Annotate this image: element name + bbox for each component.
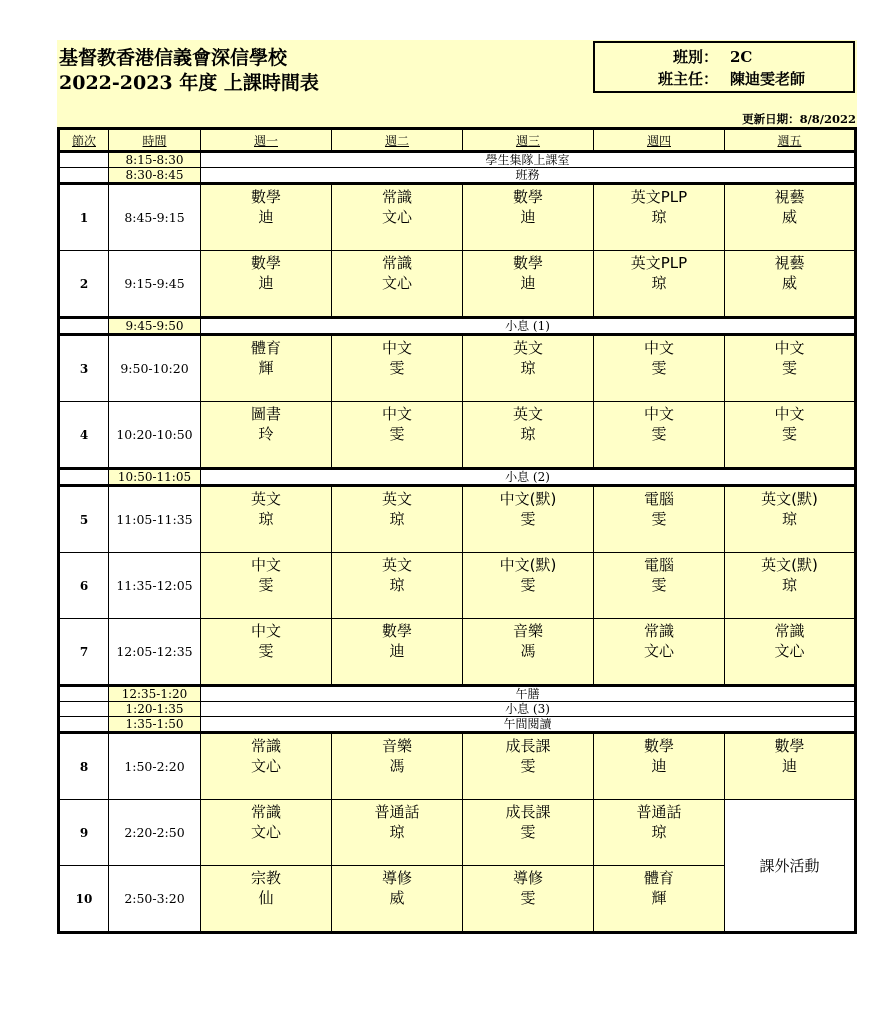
teacher: 雯 [258,642,274,660]
lesson-cell [201,251,332,318]
subject: 普通話 [374,803,420,821]
period-row [59,733,856,800]
subject: 中文 [381,339,412,357]
school-name: 基督教香港信義會深信學校 [59,47,288,69]
subject: 電腦 [643,556,674,574]
period-number: 8 [59,733,109,800]
subject: 英文(默) [761,490,818,508]
teacher: 輝 [651,889,667,907]
lesson-cell [594,402,725,469]
period-cell [59,686,109,702]
lesson-cell [463,335,594,402]
teacher: 琼 [781,576,797,594]
lesson-cell [725,402,856,469]
teacher-row [595,68,853,90]
subject: 音樂 [381,737,412,755]
teacher: 琼 [389,823,405,841]
teacher: 仙 [258,889,274,907]
period-number: 9 [59,800,109,866]
subject: 導修 [512,869,543,887]
subject: 英文PLP [630,254,688,272]
time-cell: 1:35-1:50 [109,717,201,733]
lesson-cell [725,553,856,619]
teacher: 琼 [651,274,667,292]
teacher: 雯 [651,576,667,594]
lesson-cell [201,866,332,933]
teacher: 琼 [520,425,536,443]
teacher: 雯 [258,576,274,594]
period-cell [59,318,109,335]
lesson-cell [594,553,725,619]
lesson-cell [463,619,594,686]
teacher: 迪 [258,208,274,226]
subject: 常識 [250,803,281,821]
subject: 中文 [643,339,674,357]
period-time: 2:20-2:50 [109,800,201,866]
teacher: 文心 [381,208,412,226]
lesson-cell [594,486,725,553]
teacher: 雯 [520,823,536,841]
lesson-cell [201,486,332,553]
lunch-cell: 午膳 [201,686,856,702]
period-time: 2:50-3:20 [109,866,201,933]
timetable-title: 2022-2023 年度 上課時間表 [59,72,319,94]
subject: 中文 [381,405,412,423]
teacher: 琼 [258,510,274,528]
teacher: 雯 [520,510,536,528]
lesson-cell [725,733,856,800]
time-cell: 8:15-8:30 [109,152,201,168]
lesson-cell [463,866,594,933]
teacher: 文心 [250,757,281,775]
subject: 視藝 [774,254,805,272]
teacher: 輝 [258,359,274,377]
assembly-cell: 學生集隊上課室 [201,152,856,168]
subject: 數學 [250,254,281,272]
period-number: 1 [59,184,109,251]
column-header-time: 時間 [109,129,201,152]
subject: 成長課 [505,803,551,821]
time-cell: 10:50-11:05 [109,469,201,486]
subject: 英文(默) [761,556,818,574]
lesson-cell [201,619,332,686]
lesson-cell [332,251,463,318]
teacher: 雯 [651,425,667,443]
subject: 常識 [774,622,805,640]
lesson-cell [201,335,332,402]
subject: 數學 [250,188,281,206]
teacher: 威 [389,889,405,907]
teacher: 迪 [520,274,536,292]
subject: 常識 [381,188,412,206]
column-header-tue: 週二 [332,129,463,152]
recess-row [59,469,856,486]
period-row [59,184,856,251]
subject: 普通話 [636,803,682,821]
period-cell [59,469,109,486]
period-number: 5 [59,486,109,553]
teacher: 琼 [781,510,797,528]
subject: 英文 [381,556,412,574]
period-time: 12:05-12:35 [109,619,201,686]
teacher: 迪 [389,642,405,660]
subject: 數學 [774,737,805,755]
period-cell [59,152,109,168]
subject: 英文 [512,405,543,423]
lesson-cell [463,184,594,251]
teacher: 琼 [651,208,667,226]
period-row [59,335,856,402]
period-number: 10 [59,866,109,933]
lesson-cell [725,486,856,553]
lesson-cell [332,402,463,469]
period-time: 10:20-10:50 [109,402,201,469]
period-time: 1:50-2:20 [109,733,201,800]
class-teacher-value: 陳迪雯老師 [730,70,806,88]
period-number: 3 [59,335,109,402]
header-row [59,129,856,152]
subject: 中文(默) [499,490,557,508]
column-header-fri: 週五 [725,129,856,152]
period-time: 11:05-11:35 [109,486,201,553]
subject: 數學 [512,254,543,272]
lesson-cell [594,619,725,686]
lesson-cell [463,402,594,469]
subject: 常識 [381,254,412,272]
reading-row [59,717,856,733]
column-header-wed: 週三 [463,129,594,152]
period-row [59,800,856,866]
teacher: 威 [781,274,797,292]
lesson-cell [725,619,856,686]
period-cell [59,168,109,184]
teacher: 雯 [389,359,405,377]
lesson-cell [594,800,725,866]
subject: 數學 [512,188,543,206]
teacher: 雯 [520,757,536,775]
teacher: 琼 [651,823,667,841]
teacher: 迪 [781,757,797,775]
lesson-cell [332,553,463,619]
lunch-row [59,686,856,702]
subject: 宗教 [250,869,281,887]
period-row [59,402,856,469]
recess-row [59,702,856,717]
subject: 中文 [774,339,805,357]
lesson-cell [332,733,463,800]
lesson-cell [201,402,332,469]
lesson-cell [332,800,463,866]
lesson-cell [725,335,856,402]
teacher: 雯 [781,425,797,443]
column-header-period: 節次 [59,129,109,152]
teacher: 文心 [643,642,674,660]
class-info-box [593,41,855,93]
lesson-cell [463,733,594,800]
subject: 導修 [381,869,412,887]
period-number: 7 [59,619,109,686]
teacher: 琼 [389,510,405,528]
lesson-cell [201,800,332,866]
subject: 英文 [250,490,281,508]
teacher: 威 [781,208,797,226]
lesson-cell [201,553,332,619]
subject: 英文PLP [630,188,688,206]
lesson-cell [332,866,463,933]
teacher: 雯 [651,510,667,528]
recess-cell: 小息 (3) [201,702,856,717]
column-header-mon: 週一 [201,129,332,152]
subject: 常識 [250,737,281,755]
lesson-cell [463,486,594,553]
teacher: 文心 [250,823,281,841]
time-cell: 9:45-9:50 [109,318,201,335]
reading-cell: 午間閱讀 [201,717,856,733]
lesson-cell [594,335,725,402]
teacher: 迪 [651,757,667,775]
teacher: 文心 [774,642,805,660]
lesson-cell [463,553,594,619]
class-row [595,46,853,68]
teacher: 迪 [520,208,536,226]
period-cell [59,717,109,733]
extracurricular-cell: 課外活動 [725,800,856,933]
subject: 圖書 [250,405,281,423]
period-row [59,553,856,619]
lesson-cell [332,619,463,686]
period-number: 4 [59,402,109,469]
lesson-cell [463,800,594,866]
period-cell [59,702,109,717]
teacher: 迪 [258,274,274,292]
subject: 英文 [512,339,543,357]
period-row [59,251,856,318]
lesson-cell [332,184,463,251]
subject: 體育 [250,339,281,357]
subject: 中文(默) [499,556,557,574]
lesson-cell [463,251,594,318]
period-row [59,619,856,686]
teacher: 雯 [781,359,797,377]
teacher: 雯 [520,576,536,594]
subject: 音樂 [512,622,543,640]
lesson-cell [332,486,463,553]
lesson-cell [201,733,332,800]
recess-cell: 小息 (1) [201,318,856,335]
subject: 中文 [774,405,805,423]
lesson-cell [594,251,725,318]
period-time: 11:35-12:05 [109,553,201,619]
teacher: 琼 [389,576,405,594]
lesson-cell [594,866,725,933]
subject: 中文 [643,405,674,423]
teacher: 玲 [258,425,274,443]
subject: 數學 [381,622,412,640]
subject: 中文 [250,622,281,640]
period-time: 9:15-9:45 [109,251,201,318]
assembly-row [59,152,856,168]
lesson-cell [201,184,332,251]
period-number: 2 [59,251,109,318]
time-cell: 8:30-8:45 [109,168,201,184]
lesson-cell [594,733,725,800]
recess-row [59,318,856,335]
subject: 電腦 [643,490,674,508]
timetable [57,127,857,934]
teacher: 雯 [389,425,405,443]
period-time: 9:50-10:20 [109,335,201,402]
subject: 中文 [250,556,281,574]
period-row [59,486,856,553]
subject: 視藝 [774,188,805,206]
teacher: 雯 [520,889,536,907]
column-header-thu: 週四 [594,129,725,152]
time-cell: 1:20-1:35 [109,702,201,717]
subject: 成長課 [505,737,551,755]
class-teacher-label: 班主任： [657,70,718,88]
recess-cell: 小息 (2) [201,469,856,486]
class-duty-cell: 班務 [201,168,856,184]
period-number: 6 [59,553,109,619]
subject: 體育 [643,869,674,887]
subject: 常識 [643,622,674,640]
lesson-cell [725,184,856,251]
teacher: 琼 [520,359,536,377]
teacher: 雯 [651,359,667,377]
update-date: 更新日期：8/8/2022 [742,112,856,126]
teacher: 馮 [389,757,405,775]
teacher: 馮 [520,642,536,660]
subject: 英文 [381,490,412,508]
lesson-cell [725,251,856,318]
teacher: 文心 [381,274,412,292]
lesson-cell [594,184,725,251]
time-cell: 12:35-1:20 [109,686,201,702]
subject: 數學 [643,737,674,755]
class-value: 2C [730,48,753,66]
lesson-cell [332,335,463,402]
class-label: 班別： [672,48,718,66]
class-duty-row [59,168,856,184]
period-time: 8:45-9:15 [109,184,201,251]
